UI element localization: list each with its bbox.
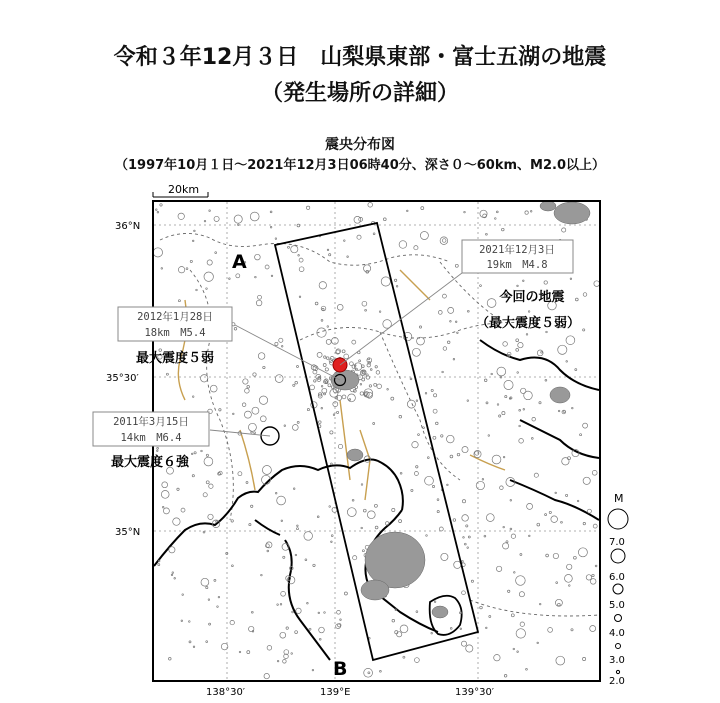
callout-2021-note: 今回の地震	[499, 290, 565, 305]
lat-label-35n: 35°N	[115, 527, 141, 538]
callout-2011-intensity: 最大震度６強	[110, 455, 190, 470]
legend-circle-6	[611, 549, 625, 563]
legend-title: M	[614, 492, 624, 505]
callout-2012-date: 2012年1月28日	[137, 311, 213, 323]
callout-2021-date: 2021年12月3日	[479, 244, 555, 256]
legend-label-4: 4.0	[609, 628, 625, 639]
callout-2012-detail: 18km M5.4	[144, 327, 206, 339]
section-label-a: A	[232, 251, 247, 273]
legend-circle-3	[616, 644, 621, 649]
legend-label-3: 3.0	[609, 655, 625, 666]
legend-circle-5	[613, 584, 623, 594]
map-conditions: （1997年10月１日～2021年12月3日06時40分、深さ０～60km、M2.0以上）	[114, 158, 606, 173]
map-title: 震央分布図	[325, 137, 395, 153]
section-label-b: B	[333, 658, 348, 680]
lon-label-139-30: 139°30′	[455, 687, 495, 698]
legend-label-6: 6.0	[609, 572, 625, 583]
legend-circle-4	[615, 615, 622, 622]
callout-2021-detail: 19km M4.8	[486, 259, 548, 271]
scale-bar-label: 20km	[168, 183, 200, 196]
lon-label-138-30: 138°30′	[206, 687, 246, 698]
scale-bar	[153, 183, 208, 197]
lat-label-36n: 36°N	[115, 221, 141, 232]
lat-label-35-30: 35°30′	[106, 373, 139, 384]
callout-2012-intensity: 最大震度５弱	[135, 351, 215, 366]
legend-label-2: 2.0	[609, 676, 625, 687]
legend-circle-2	[616, 670, 619, 673]
callout-2021-intensity: （最大震度５弱）	[475, 316, 581, 331]
magnitude-legend	[608, 492, 628, 687]
page-title: 令和３年12月３日 山梨県東部・富士五湖の地震	[113, 45, 607, 70]
legend-label-7: 7.0	[609, 537, 625, 548]
lon-label-139e: 139°E	[320, 687, 351, 698]
callout-2011-detail: 14km M6.4	[120, 432, 182, 444]
callout-2011-date: 2011年3月15日	[113, 416, 189, 428]
legend-label-5: 5.0	[609, 600, 625, 611]
page-subtitle: （発生場所の詳細）	[260, 81, 459, 106]
legend-circle-7	[608, 509, 628, 529]
